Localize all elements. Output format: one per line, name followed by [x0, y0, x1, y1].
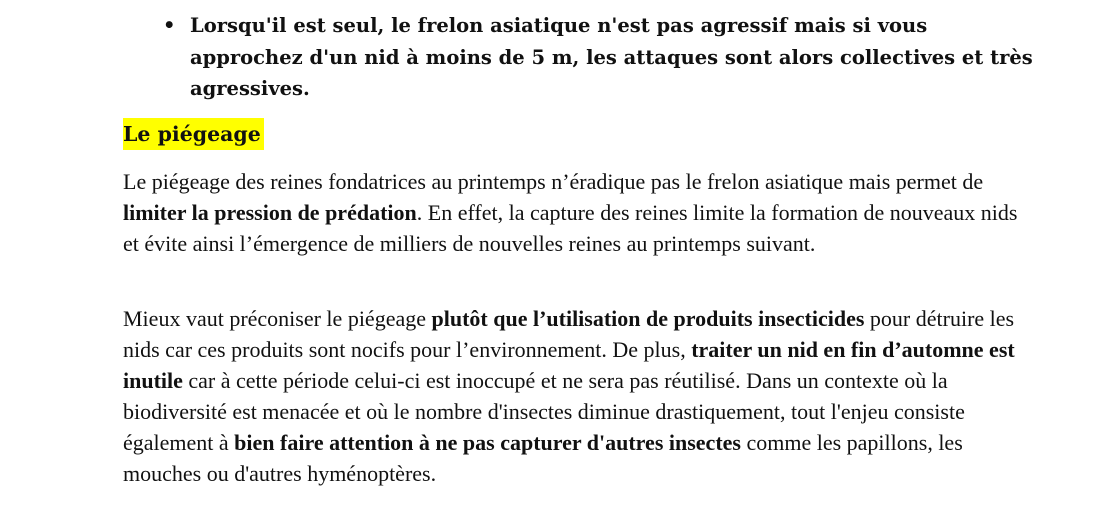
bullet-list-item [163, 10, 1043, 105]
paragraph1-text-2: . En effet, la capture des reines limite la formation de nouveaux nids et évite ainsi l’émergence de milliers de nouvelles reines au printemps suivant. [123, 200, 1018, 256]
paragraph2-text-1: Mieux vaut préconiser le piégeage [123, 306, 432, 331]
bullet-marker: • [163, 14, 176, 37]
paragraph1-bold-1: limiter la pression de prédation [123, 200, 417, 225]
bullet-text: Lorsqu'il est seul, le frelon asiatique n'est pas agressif mais si vous approchez d'un nid à moins de 5 m, les attaques sont alors collectives et très agressives. [190, 14, 1033, 100]
paragraph-trapping-intro [123, 166, 1023, 259]
section-heading [123, 118, 264, 150]
paragraph2-bold-1: plutôt que l’utilisation de produits insecticides [431, 306, 865, 331]
paragraph-trapping-advice [123, 303, 1023, 489]
paragraph2-text-3: car à cette période celui-ci est inoccupé et ne sera pas réutilisé. Dans un contexte où la biodiversité est menacée et où le nombre d'insectes diminue drastiquement, tout l'enjeu consiste également à [123, 368, 965, 455]
paragraph2-text-2: pour détruire les nids car ces produits sont nocifs pour l’environnement. De plus, [123, 306, 1015, 362]
section-heading-text: Le piégeage [123, 122, 261, 146]
paragraph1-text-1: Le piégeage des reines fondatrices au printemps n’éradique pas le frelon asiatique mais permet de [123, 169, 984, 194]
paragraph2-text-4: comme les papillons, les mouches ou d'autres hyménoptères. [123, 430, 963, 486]
paragraph2-bold-2: traiter un nid en fin d’automne est inutile [123, 337, 1015, 393]
paragraph2-bold-3: bien faire attention à ne pas capturer d'autres insectes [234, 430, 741, 455]
